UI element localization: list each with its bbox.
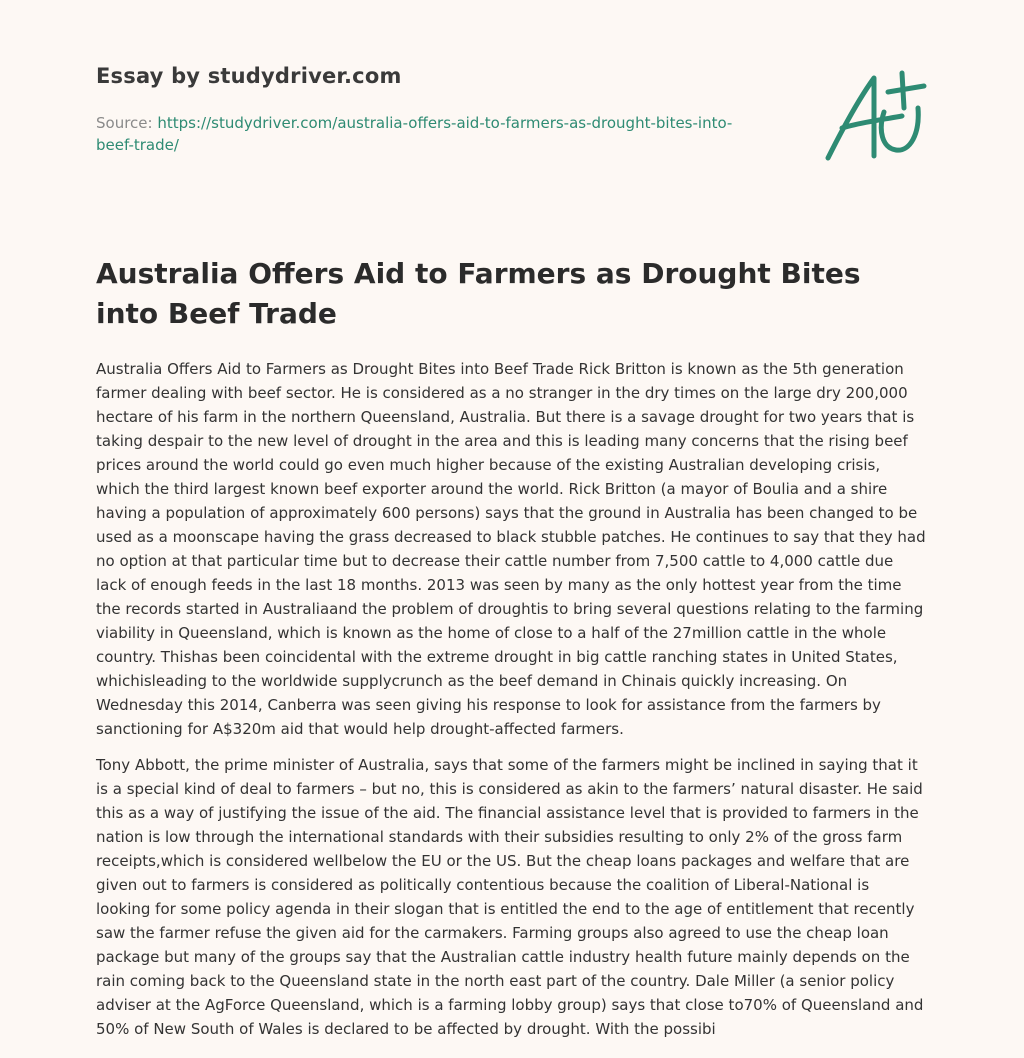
- source-link[interactable]: https://studydriver.com/australia-offers-aid-to-farmers-as-drought-bites-into-beef-trade/: [96, 114, 733, 154]
- essay-paragraph: Tony Abbott, the prime minister of Australia, says that some of the farmers might be inclined in saying that it is a special kind of deal to farmers – but no, this is considered as akin to the farmers’ natural disaster. He said this as a way of justifying the issue of the aid. The financial assistance level that is provided to farmers in the nation is low through the international standards with their subsidies resulting to only 2% of the gross farm receipts,which is considered wellbelow the EU or the US. But the cheap loans packages and welfare that are given out to farmers is considered as politically contentious because the coalition of Liberal-National is looking for some policy agenda in their slogan that is entitled the end to the age of entitlement that recently saw the farmer refuse the given aid for the carmakers. Farming groups also agreed to use the cheap loan package but many of the groups say that the Australian cattle industry health future mainly depends on the rain coming back to the Queensland state in the north east part of the country. Dale Miller (a senior policy adviser at the AgForce Queensland, which is a farming lobby group) says that close to70% of Queensland and 50% of New South of Wales is declared to be affected by drought. With the possibi: [96, 756, 924, 1038]
- essay-body: [96, 357, 928, 1053]
- site-brand: Essay by studydriver.com: [96, 64, 402, 88]
- source-line: [96, 112, 746, 156]
- a-plus-grade-icon: [824, 68, 928, 166]
- essay-paragraph: Australia Offers Aid to Farmers as Drought Bites into Beef Trade Rick Britton is known as the 5th generation farmer dealing with beef sector. He is considered as a no stranger in the dry times on the large dry 200,000 hectare of his farm in the northern Queensland, Australia. But there is a savage drought for two years that is taking despair to the new level of drought in the area and this is leading many concerns that the rising beef prices around the world could go even much higher because of the existing Australian developing crisis, which the third largest known beef exporter around the world. Rick Britton (a mayor of Boulia and a shire having a population of approximately 600 persons) says that the ground in Australia has been changed to be used as a moonscape having the grass decreased to black stubble patches. He continues to say that they had no option at that particular time but to decrease their cattle number from 7,500 cattle to 4,000 cattle due lack of enough feeds in the last 18 months. 2013 was seen by many as the only hottest year from the time the records started in Australiaand the problem of droughtis to bring several questions relating to the farming viability in Queensland, which is known as the home of close to a half of the 27million cattle in the whole country. Thishas been coincidental with the extreme drought in big cattle ranching states in United States, whichisleading to the worldwide supplycrunch as the beef demand in Chinais quickly increasing. On Wednesday this 2014, Canberra was seen giving his response to look for assistance from the farmers by sanctioning for A$320m aid that would help drought-affected farmers.: [96, 360, 926, 738]
- source-label: Source:: [96, 114, 153, 132]
- essay-title: Australia Offers Aid to Farmers as Drought Bites into Beef Trade: [96, 257, 861, 330]
